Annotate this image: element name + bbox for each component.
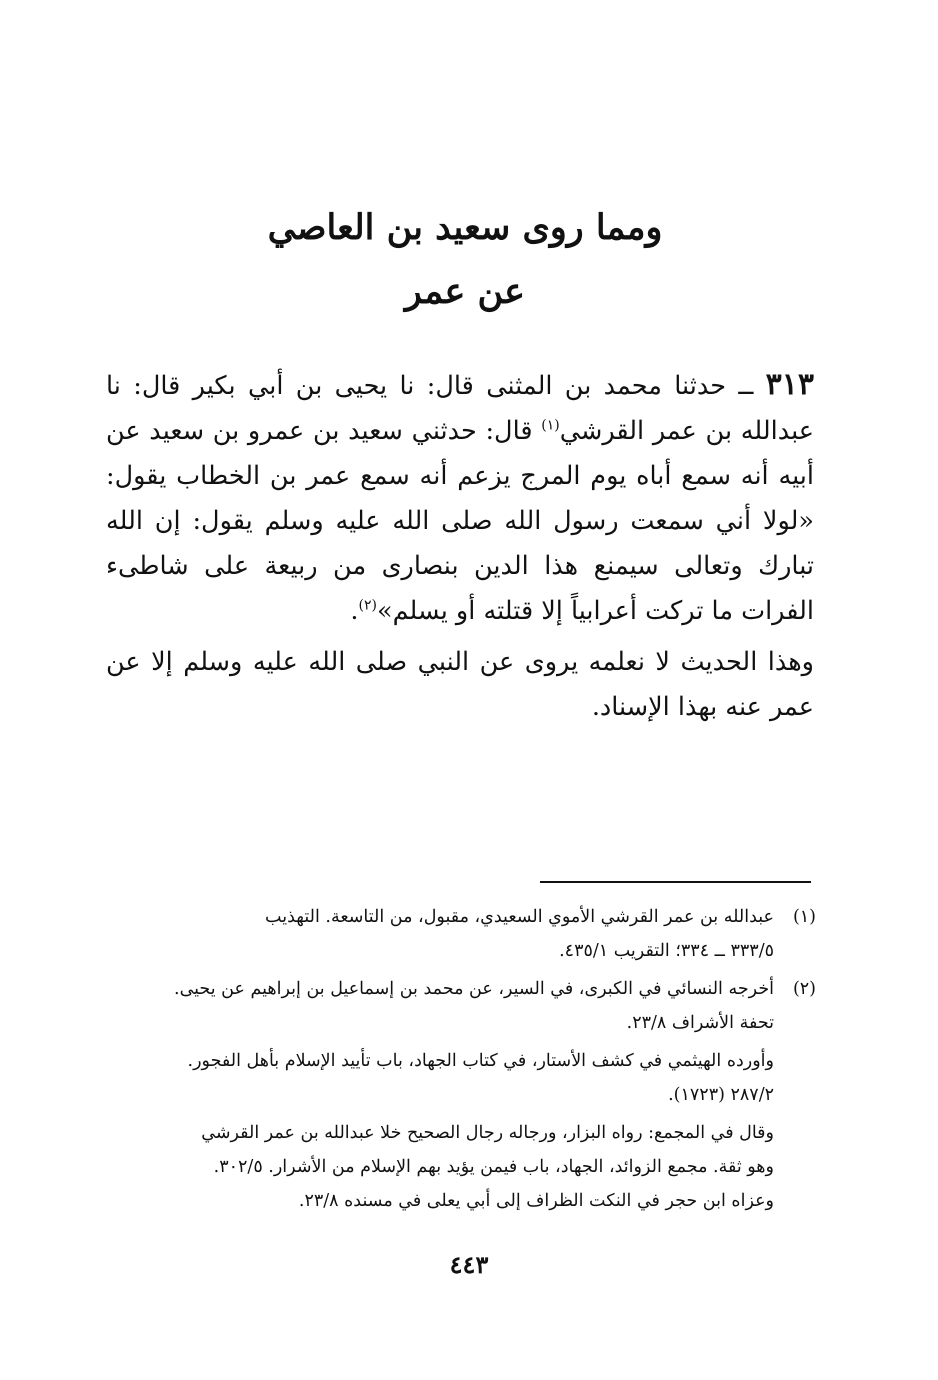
footnote-ref-2[interactable]: (٢): [358, 597, 377, 614]
footnote-line: ٣٣٣/٥ ــ ٣٣٤؛ التقريب ٤٣٥/١.: [559, 941, 774, 961]
chapter-heading: [110, 196, 820, 324]
hadith-text-1: ــ حدثنا محمد بن المثنى قال: نا يحيى بن أبي بكير قال: نا عبدالله بن عمر القرشي: [106, 371, 814, 446]
footnote-line: عبدالله بن عمر القرشي الأموي السعيدي، مقبول، من التاسعة. التهذيب: [265, 907, 774, 927]
footnote-line: تحفة الأشراف ٢٣/٨.: [626, 1013, 774, 1033]
footnote-line: وهو ثقة. مجمع الزوائد، الجهاد، باب فيمن يؤيد بهم الإسلام من الأشرار. ٣٠٢/٥.: [213, 1157, 774, 1177]
footnote-line: أخرجه النسائي في الكبرى، في السير، عن محمد بن إسماعيل بن إبراهيم عن يحيى.: [174, 979, 774, 999]
footnote-line: وأورده الهيثمي في كشف الأستار، في كتاب الجهاد، باب تأييد الإسلام بأهل الفجور.: [187, 1051, 774, 1071]
heading-line-2: عن عمر: [404, 271, 526, 312]
footnote-number: (١): [792, 907, 816, 927]
heading-line-1: ومما روى سعيد بن العاصي: [267, 207, 663, 248]
hadith-text-2: قال: حدثني سعيد بن عمرو بن سعيد عن أبيه أنه سمع أباه يوم المرج يزعم أنه سمع عمر بن الخطاب يقول: «لولا أني سمعت رسول الله صلى الله عليه وسلم يقول: إن الله تبارك وتعالى سيمنع هذا الدين بنصارى من ربيعة على شاطىء الفرات ما تركت أعرابياً إلا قتلته أو يسلم»: [106, 416, 815, 626]
main-text: [106, 362, 814, 730]
footnote-2: [104, 972, 816, 1218]
footnote-line: وعزاه ابن حجر في النكت الظراف إلى أبي يعلى في مسنده ٢٣/٨.: [298, 1191, 774, 1211]
footnotes: [104, 900, 816, 1222]
footnote-body: [104, 900, 774, 968]
comment-paragraph: وهذا الحديث لا نعلمه يروى عن النبي صلى الله عليه وسلم إلا عن عمر عنه بهذا الإسناد.: [106, 647, 814, 722]
hadith-paragraph: [106, 362, 814, 634]
footnote-divider: [540, 881, 811, 883]
footnote-body: [104, 972, 774, 1218]
hadith-number: ٣١٣: [765, 367, 814, 402]
hadith-text-end: .: [350, 596, 359, 626]
page-number: ٤٤٣: [449, 1250, 489, 1279]
footnote-line: ٢٨٧/٢ (١٧٢٣).: [668, 1085, 774, 1105]
footnote-ref-1[interactable]: (١): [541, 417, 560, 434]
footnote-line: وقال في المجمع: رواه البزار، ورجاله رجال الصحيح خلا عبدالله بن عمر القرشي: [201, 1123, 774, 1143]
footnote-number: (٢): [792, 979, 816, 999]
footnote-1: [104, 900, 816, 968]
